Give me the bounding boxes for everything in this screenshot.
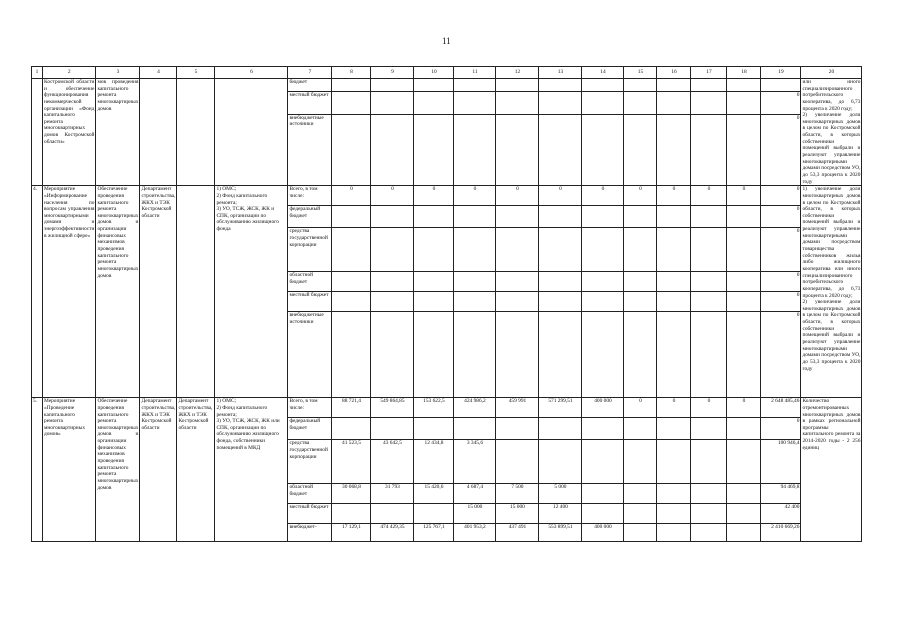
value-cell [454,79,496,92]
value-cell [371,272,414,292]
value-cell: 0 [691,398,727,418]
page-number: 11 [442,36,451,46]
cell-c20: или иного специализированного потребительского кооператива, до 6,73 процента к 2020 году; 2) увеличение доли многоквартирных домов в целом по Костромской области, в которых собственники помещений выбрали и реализуют управление многоквартирными домами посредством УО, до 53,3 процента к 2020 году [802,79,861,185]
table-row [32,398,862,418]
value-cell [496,292,539,312]
value-cell: 459 991 [496,398,539,418]
value-cell [691,91,727,114]
value-cell [332,228,371,272]
source-label: внебюджет- [288,524,332,542]
value-cell: 0 [332,186,371,206]
value-cell [624,272,657,292]
cell-c4: Департамент строительства, ЖКХ и ТЭК Костромской области [140,398,177,542]
value-cell [414,312,454,398]
value-cell [727,114,761,186]
source-label: местный бюджет [288,504,332,524]
value-cell: 0 [727,186,761,206]
value-cell: 437 491 [496,524,539,542]
value-cell [454,292,496,312]
column-number: 2 [43,67,96,79]
value-cell [761,79,801,92]
cell-c3: Обеспечение проведения капитального ремонта многоквартирных домов и организации финансовых механизмов проведения капитального ремонта многоквартирных домов [96,186,140,398]
value-cell [691,272,727,292]
value-cell [691,228,727,272]
value-cell: 94 469,8 [761,484,801,504]
value-cell [332,504,371,524]
value-cell [727,292,761,312]
column-number: 15 [624,67,657,79]
value-cell: 5 000 [539,484,582,504]
value-cell: 2 410 669,26 [761,524,801,542]
value-cell [582,79,624,92]
value-cell: 0 [761,228,801,272]
table-row [32,79,862,92]
value-cell [657,292,691,312]
value-cell: 0 [657,398,691,418]
column-number: 6 [215,67,288,79]
cell-c1: 5. [32,398,43,542]
column-number: 4 [140,67,177,79]
value-cell: 549 864,85 [371,398,414,418]
value-cell [657,272,691,292]
value-cell: 17 129,1 [332,524,371,542]
value-cell [691,484,727,504]
value-cell: 0 [414,186,454,206]
value-cell [624,312,657,398]
value-cell [371,91,414,114]
value-cell [371,312,414,398]
value-cell [727,91,761,114]
value-cell [727,272,761,292]
cell-c5: Департамент строительства, ЖКХ и ТЭК Костромской области [177,398,215,542]
value-cell [624,484,657,504]
column-number: 16 [657,67,691,79]
value-cell [332,206,371,228]
value-cell: 15 000 [496,504,539,524]
cell-c4: Департамент строительства, ЖКХ и ТЭК Костромской области [140,186,177,398]
value-cell: 571 299,51 [539,398,582,418]
value-cell [496,91,539,114]
value-cell [657,91,691,114]
value-cell [582,292,624,312]
value-cell: 12 434,8 [414,440,454,484]
value-cell [624,524,657,542]
value-cell: 0 [454,186,496,206]
value-cell [496,114,539,186]
value-cell: 0 [496,186,539,206]
value-cell [624,504,657,524]
value-cell [657,79,691,92]
value-cell [727,484,761,504]
value-cell [454,272,496,292]
value-cell [691,292,727,312]
cell-c6: 1) ОМС; 2) Фонд капитального ремонта; 3) УО, ТСЖ, ЖСК, ЖК или СПК, организации по обслуживанию жилищного фонда, собственники помещений в МКД [215,398,288,542]
value-cell [624,114,657,186]
column-number: 10 [414,67,454,79]
value-cell [414,206,454,228]
source-label: средства государственной корпорации [288,440,332,484]
header-row [32,67,862,79]
column-number: 19 [761,67,801,79]
value-cell: 0 [624,186,657,206]
value-cell [332,91,371,114]
value-cell: 401 953,2 [454,524,496,542]
value-cell [657,524,691,542]
value-cell [539,228,582,272]
column-number: 13 [539,67,582,79]
value-cell [582,91,624,114]
cell-c2: Мероприятие «Информирование населения по вопросам управления многоквартирными домами и энергоэффективности в жилищной сфере» [43,186,96,398]
value-cell: 400 000 [582,398,624,418]
value-cell [624,79,657,92]
value-cell: 0 [727,398,761,418]
value-cell [727,440,761,484]
value-cell [691,312,727,398]
source-label: Всего, в том числе: [288,186,332,206]
value-cell: 15 420,6 [414,484,454,504]
value-cell: 0 [761,206,801,228]
value-cell [582,484,624,504]
value-cell: 0 [371,186,414,206]
value-cell: 0 [761,91,801,114]
source-label: внебюджетные источники [288,114,332,186]
value-cell [496,228,539,272]
value-cell [582,206,624,228]
value-cell: 15 000 [454,504,496,524]
cell-c2: Костромской области и обеспечение функционирования некоммерческой организации «Фонд капитального ремонта многоквартирных домов Костромской области» [43,79,96,186]
value-cell: 42 400 [761,504,801,524]
value-cell: 100 946,4 [761,440,801,484]
value-cell: 0 [761,292,801,312]
value-cell: 400 000 [582,524,624,542]
value-cell [624,206,657,228]
value-cell [691,79,727,92]
cell-c3: мов проведения капитального ремонта многоквартирных домов [96,79,140,186]
value-cell [539,418,582,440]
value-cell [582,312,624,398]
value-cell [691,418,727,440]
value-cell [414,292,454,312]
value-cell [539,91,582,114]
value-cell [454,312,496,398]
cell-c20: 1) увеличение доли многоквартирных домов в целом по Костромской области, в которых собственники помещений выбрали и реализуют управление многоквартирными домами посредством товарищества собственников жилья либо жилищного кооператива или иного специализированного потребительского кооператива, до 6,73 процента к 2020 году; 2) увеличение доли многоквартирных домов в целом по Костромской области, в которых собственники помещений выбрали и реализуют управление многоквартирными домами посредством УО, до 53,3 процента к 2020 году [801,186,862,398]
value-cell [539,312,582,398]
value-cell [624,292,657,312]
cell-c1: 4. [32,186,43,398]
value-cell [371,228,414,272]
column-number: 8 [332,67,371,79]
value-cell [414,228,454,272]
value-cell [371,292,414,312]
value-cell [332,418,371,440]
value-cell: 474 429,35 [371,524,414,542]
value-cell [332,79,371,92]
column-number: 11 [454,67,496,79]
value-cell [657,418,691,440]
source-label: местный бюджет [288,292,332,312]
value-cell [727,206,761,228]
value-cell: 0 [582,186,624,206]
value-cell: 41 523,5 [332,440,371,484]
column-number: 7 [288,67,332,79]
value-cell [454,418,496,440]
value-cell [727,524,761,542]
value-cell [624,440,657,484]
value-cell [332,312,371,398]
column-number: 20 [801,67,862,79]
source-label: областной бюджет [288,272,332,292]
value-cell: 0 [761,418,801,440]
value-cell [657,484,691,504]
value-cell [496,272,539,292]
value-cell [496,440,539,484]
value-cell [539,272,582,292]
table-row [32,186,862,206]
value-cell [691,114,727,186]
value-cell: 0 [761,186,801,206]
source-label: федеральный бюджет [288,418,332,440]
value-cell [691,524,727,542]
value-cell [371,114,414,186]
column-number: 17 [691,67,727,79]
column-number: 14 [582,67,624,79]
value-cell [539,440,582,484]
value-cell [582,228,624,272]
source-label: местный бюджет [288,91,332,114]
value-cell: 0 [761,312,801,398]
value-cell [332,114,371,186]
cell-c2: Мероприятие «Проведение капитального ремонта многоквартирных домов» [43,398,96,542]
value-cell [496,312,539,398]
column-number: 18 [727,67,761,79]
value-cell [454,114,496,186]
value-cell [539,79,582,92]
value-cell [414,504,454,524]
value-cell: 2 648 485,46 [761,398,801,418]
cell-c5 [177,79,215,186]
source-label: областной бюджет [288,484,332,504]
value-cell: 12 400 [539,504,582,524]
value-cell [727,79,761,92]
value-cell [414,91,454,114]
cell-c5 [177,186,215,398]
value-cell [454,91,496,114]
value-cell [691,504,727,524]
value-cell: 424 986,2 [454,398,496,418]
value-cell [496,79,539,92]
value-cell [454,206,496,228]
value-cell [582,272,624,292]
program-table [31,66,862,542]
value-cell [414,79,454,92]
value-cell: 0 [761,272,801,292]
source-label: внебюджетные источники [288,312,332,398]
value-cell [691,440,727,484]
value-cell: 153 622,5 [414,398,454,418]
value-cell: 30 068,8 [332,484,371,504]
value-cell [657,206,691,228]
value-cell: 88 721,4 [332,398,371,418]
value-cell: 43 642,5 [371,440,414,484]
value-cell [657,440,691,484]
value-cell [727,504,761,524]
value-cell [371,504,414,524]
source-label: средства государственной корпорации [288,228,332,272]
value-cell [582,114,624,186]
cell-c6: 1) ОМС; 2) Фонд капитального ремонта; 3) УО, ТСЖ, ЖСК, ЖК и СПК, организации по обслуживанию жилищного фонда [215,186,288,398]
value-cell [582,504,624,524]
value-cell [371,206,414,228]
value-cell [624,418,657,440]
value-cell [371,418,414,440]
cell-c3: Обеспечение проведения капитального ремонта многоквартирных домов и организации финансовых механизмов проведения капитального ремонта многоквартирных домов [96,398,140,542]
column-number: 1 [32,67,43,79]
value-cell: 0 [691,186,727,206]
value-cell: 4 687,4 [454,484,496,504]
value-cell: 0 [539,186,582,206]
value-cell: 0 [657,186,691,206]
cell-c4 [140,79,177,186]
value-cell [539,206,582,228]
value-cell [582,440,624,484]
source-label: федеральный бюджет [288,206,332,228]
column-number: 9 [371,67,414,79]
column-number: 3 [96,67,140,79]
value-cell [454,228,496,272]
value-cell [727,228,761,272]
column-number: 12 [496,67,539,79]
value-cell [414,418,454,440]
value-cell [727,312,761,398]
value-cell [691,206,727,228]
value-cell: 0 [624,398,657,418]
value-cell [582,418,624,440]
source-label: бюджет [288,79,332,92]
value-cell [624,228,657,272]
value-cell [727,418,761,440]
value-cell: 0 [761,114,801,186]
value-cell [657,312,691,398]
value-cell [539,114,582,186]
value-cell [657,228,691,272]
value-cell: 7 500 [496,484,539,504]
value-cell: 553 899,51 [539,524,582,542]
value-cell: 31 793 [371,484,414,504]
cell-c1 [32,79,43,186]
value-cell [657,504,691,524]
value-cell [624,91,657,114]
value-cell [657,114,691,186]
value-cell [332,292,371,312]
value-cell [539,292,582,312]
value-cell [496,206,539,228]
cell-c20: Количество отремонтированных многоквартирных домов в рамках региональной программы капитального ремонта за 2014-2020 годы - 2 256 единиц [801,398,862,542]
value-cell [332,272,371,292]
cell-c6 [215,79,288,186]
source-label: Всего, в том числе: [288,398,332,418]
value-cell [414,114,454,186]
value-cell [371,79,414,92]
value-cell [496,418,539,440]
value-cell: 3 345,6 [454,440,496,484]
value-cell [414,272,454,292]
value-cell: 125 767,1 [414,524,454,542]
column-number: 5 [177,67,215,79]
